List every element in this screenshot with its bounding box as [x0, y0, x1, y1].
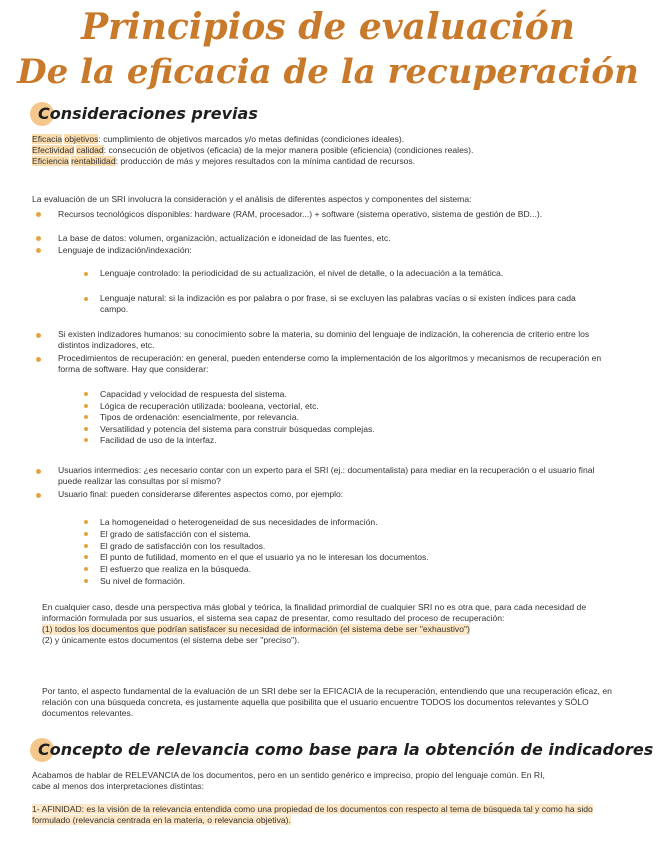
sub-bullet-icon [84, 579, 88, 583]
bullet-icon [36, 333, 41, 338]
bullet-procedimientos: Procedimientos de recuperación: en general, pueden entenderse como la implementación de los algoritmos y mecanismos de recuperación en forma de software. Hay que considerar: [58, 353, 602, 374]
sub-bullet-icon [84, 272, 88, 276]
list-item: El grado de satisfacción con el sistema. [100, 528, 251, 539]
sub-bullet-icon [84, 555, 88, 559]
list-item: Su nivel de formación. [100, 575, 186, 586]
paragraph-eficacia: Por tanto, el aspecto fundamental de la evaluación de un SRI debe ser la EFICACIA de la recuperación, entendiendo que una recuperación eficaz, en relación con una búsqueda concreta, es justamente aquella que posibilita que el usuario encuentre TODOS los documentos relevantes y SÓLO documentos relevantes. [42, 686, 612, 718]
sub-bullet-icon [84, 520, 88, 524]
title-line-2: De la eficacia de la recuperación [17, 52, 639, 92]
sub-bullet-icon [84, 438, 88, 442]
paragraph-finalidad: En cualquier caso, desde una perspectiva más global y teórica, la finalidad primordial de cualquier SRI no es otra que, para cada necesidad de información formulada por sus usuarios, el sistema sea capaz de presentar, como resultado del proceso de recuperación: (1) todos los documentos que podrían satisfacer su necesidad de información (el sistema debe ser "exhaustivo") (2) y únicamente estos documentos (el sistema debe ser "preciso"). [42, 602, 618, 646]
bullet-icon [36, 248, 41, 253]
definition-eficiencia: Eficiencia rentabilidad: producción de más y mejores resultados con la mínima cantidad de recursos. [32, 156, 416, 166]
bullet-lenguaje: Lenguaje de indización/indexación: [58, 245, 192, 255]
bullet-icon [36, 357, 41, 362]
sub-lenguaje-natural: Lenguaje natural: si la indización es por palabra o por frase, si se excluyen las palabras vacías o si existen índices para cada campo. [100, 293, 576, 314]
list-item: Lógica de recuperación utilizada: booleana, vectorial, etc. [100, 400, 319, 411]
sub-bullet-icon [84, 544, 88, 548]
definitions-block [32, 134, 592, 167]
sub-bullet-icon [84, 404, 88, 408]
list-item: El esfuerzo que realiza en la búsqueda. [100, 564, 251, 575]
sub-bullet-icon [84, 297, 88, 301]
para-item-1: (1) todos los documentos que podrían satisfacer su necesidad de información (el sistema debe ser "exhaustivo") [42, 624, 470, 634]
title-line-1: Principios de evaluación [81, 6, 575, 48]
definition-efectividad: Efectividad calidad: consecución de objetivos (eficacia) de la mejor manera posible (eficiencia) (condiciones reales). [32, 145, 474, 155]
bullet-usuario-final: Usuario final: pueden considerarse diferentes aspectos como, por ejemplo: [58, 489, 344, 499]
bullet-indizadores: Si existen indizadores humanos: su conocimiento sobre la materia, su dominio del lenguaje de indización, la coherencia de criterio entre los distintos indizadores, etc. [58, 329, 590, 350]
bullet-icon [36, 469, 41, 474]
bullet-recursos: Recursos tecnológicos disponibles: hardware (RAM, procesador...) + software (sistema operativo, sistema de gestión de BD...). [58, 209, 543, 219]
bullet-usuarios-intermedios: Usuarios intermedios: ¿es necesario contar con un experto para el SRI (ej.: documentalista) para mediar en la recuperación o el usuario final puede realizar las consultas por sí mismo? [58, 465, 595, 486]
bullet-icon [36, 493, 41, 498]
sub-bullet-icon [84, 532, 88, 536]
sub-lenguaje-controlado: Lenguaje controlado: la periodicidad de su actualización, el nivel de detalle, o la adecuación a la temática. [100, 268, 504, 278]
para-item-2: (2) y únicamente estos documentos (el sistema debe ser "preciso"). [42, 635, 300, 645]
sub-bullet-icon [84, 415, 88, 419]
sub-bullet-icon [84, 392, 88, 396]
list-item: Capacidad y velocidad de respuesta del sistema. [100, 389, 287, 399]
paragraph-relevancia: Acabamos de hablar de RELEVANCIA de los documentos, pero en un sentido genérico e impreciso, propio del lenguaje común. En RI, cabe al menos dos interpretaciones distintas: [32, 770, 545, 791]
intro-paragraph: La evaluación de un SRI involucra la consideración y el análisis de diferentes aspectos y componentes del sistema: [32, 194, 472, 204]
definition-eficacia: Eficacia objetivos: cumplimiento de objetivos marcados y/o metas definidas (condiciones ideales). [32, 134, 405, 144]
list-item: Facilidad de uso de la interfaz. [100, 435, 217, 445]
list-item: Tipos de ordenación: esencialmente, por relevancia. [100, 412, 299, 422]
list-item: Versatilidad y potencia del sistema para construir búsquedas complejas. [100, 423, 375, 434]
section-heading-relevancia: Concepto de relevancia como base para la obtención de indicadores [28, 740, 643, 759]
section-heading-consideraciones: Consideraciones previas [28, 104, 248, 123]
bullet-base-datos: La base de datos: volumen, organización, actualización e idoneidad de las fuentes, etc. [58, 233, 391, 243]
item-afinidad: 1- AFINIDAD: es la visión de la relevancia entendida como una propiedad de los documentos con respecto al tema de búsqueda tal y como ha sido formulado (relevancia centrada en la materia, o relevancia objetiva). [32, 804, 593, 825]
bullet-icon [36, 236, 41, 241]
bullet-icon [36, 212, 41, 217]
sub-bullet-icon [84, 567, 88, 571]
list-item: El punto de futilidad, momento en el que el usuario ya no le interesan los documentos. [100, 552, 429, 563]
sub-bullet-icon [84, 427, 88, 431]
list-item: El grado de satisfacción con los resultados. [100, 540, 266, 551]
list-item: La homogeneidad o heterogeneidad de sus necesidades de información. [100, 517, 378, 527]
